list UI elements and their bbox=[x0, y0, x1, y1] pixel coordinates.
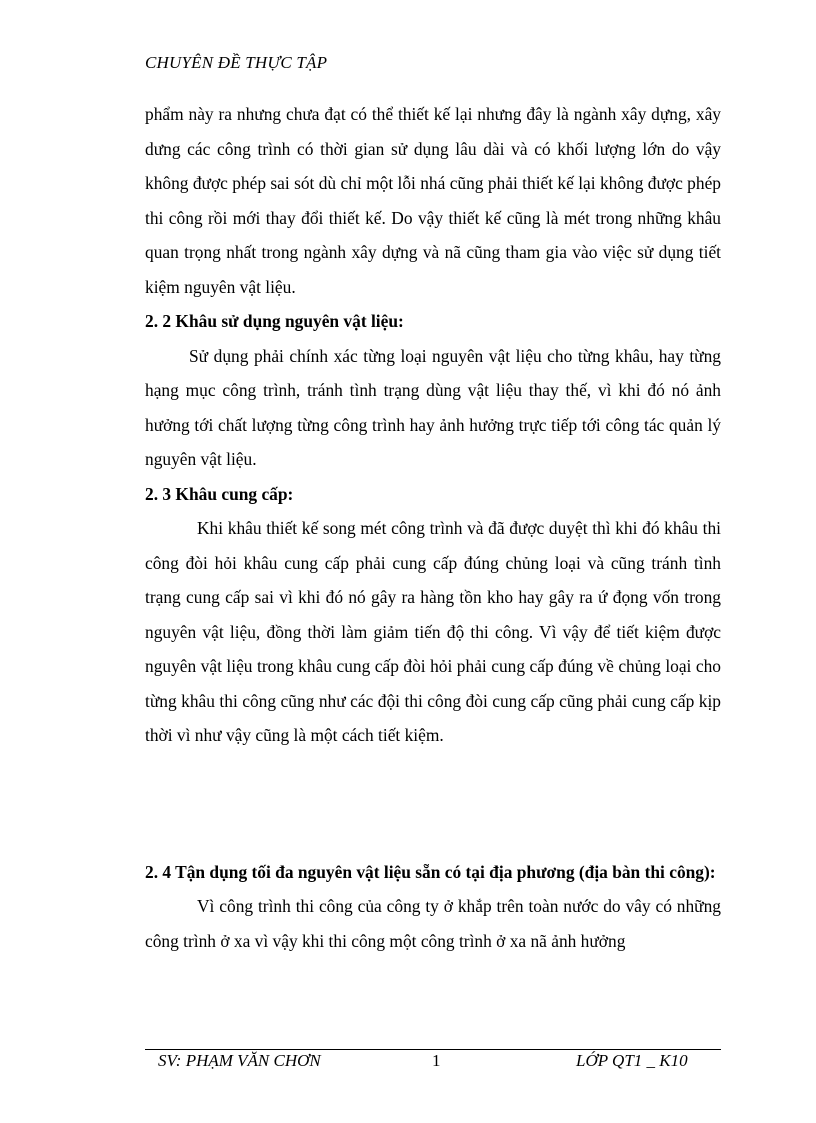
section-2-4-heading: 2. 4 Tận dụng tối đa nguyên vật liệu sẵn có tại địa phương (địa bàn thi công): bbox=[145, 861, 716, 882]
page-header-title: CHUYÊN ĐỀ THỰC TẬP bbox=[145, 53, 328, 72]
footer-student-name: SV: PHẠM VĂN CHƠN bbox=[158, 1051, 321, 1070]
blank-space bbox=[145, 753, 721, 855]
section-2-4-paragraph: Vì công trình thi công của công ty ở khắp trên toàn nước do vây có những công trình ở xa vì vậy khi thi công một công trình ở xa nã ảnh hưởng bbox=[145, 896, 721, 951]
footer-class-name: LỚP QT1 _ K10 bbox=[576, 1051, 688, 1070]
document-body bbox=[145, 97, 721, 958]
section-2-2-paragraph: Sử dụng phải chính xác từng loại nguyên vật liệu cho từng khâu, hay từng hạng mục công trình, tránh tình trạng dùng vật liệu thay thế, vì khi đó nó ảnh hưởng tới chất lượng từng công trình hay ảnh hưởng trực tiếp tới công tác quản lý nguyên vật liệu. bbox=[145, 345, 721, 469]
section-2-3-paragraph: Khi khâu thiết kế song mét công trình và đã được duyệt thì khi đó khâu thi công đòi hỏi khâu cung cấp phải cung cấp đúng chủng loại và cũng tránh tình trạng cung cấp sai vì khi đó nó gây ra hàng tồn kho hay gây ra ứ đọng vốn trong nguyên vật liệu, đồng thời làm giảm tiến độ thi công. Vì vậy để tiết kiệm được nguyên vật liệu trong khâu cung cấp đòi hỏi phải cung cấp đúng về chủng loại cho từng khâu thi công cũng như các đội thi công đòi cung cấp cũng phải cung cấp kịp thời vì như vậy cũng là một cách tiết kiệm. bbox=[145, 518, 721, 745]
footer-page-number: 1 bbox=[432, 1051, 441, 1070]
intro-paragraph: phẩm này ra nhưng chưa đạt có thể thiết kế lại nhưng đây là ngành xây dựng, xây dưng các công trình có thời gian sử dụng lâu dài và có khối lượng lớn do vậy không được phép sai sót dù chỉ một lỗi nhá cũng phải thiết kế lại không được phép thi công rồi mới thay đổi thiết kế. Do vậy thiết kế cũng là mét trong những khâu quan trọng nhất trong ngành xây dựng và nã cũng tham gia vào việc sử dụng tiết kiệm nguyên vật liệu. bbox=[145, 104, 721, 297]
section-2-3-heading: 2. 3 Khâu cung cấp: bbox=[145, 483, 294, 504]
section-2-2-heading: 2. 2 Khâu sử dụng nguyên vật liệu: bbox=[145, 311, 404, 331]
footer-divider bbox=[145, 1049, 721, 1050]
